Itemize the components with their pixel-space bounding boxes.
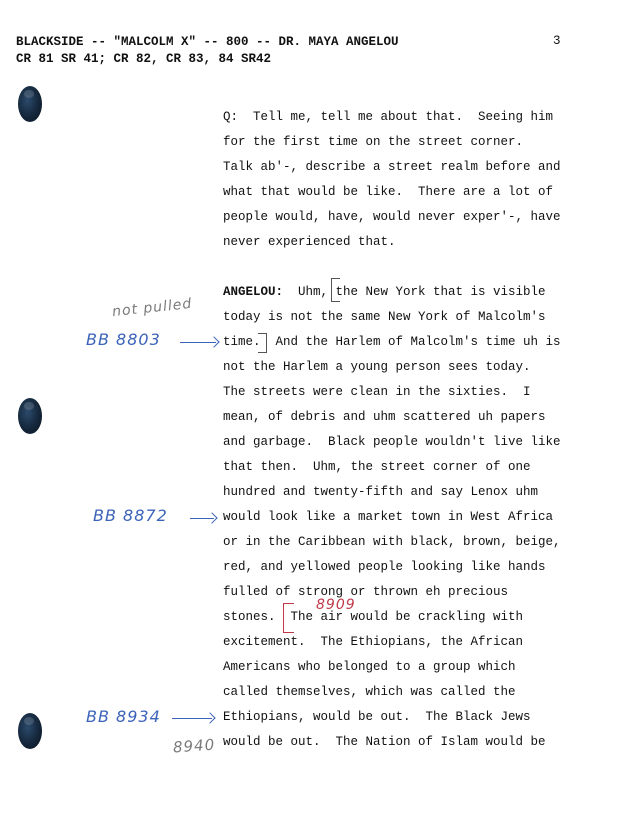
answer-line: not the Harlem a young person sees today. <box>223 360 531 374</box>
punch-hole-bottom <box>18 713 42 749</box>
answer-line: Americans who belonged to a group which <box>223 660 516 674</box>
punch-hole-top <box>18 86 42 122</box>
header-title: BLACKSIDE -- "MALCOLM X" -- 800 -- DR. MAYA ANGELOU <box>16 35 399 49</box>
answer-line: today is not the same New York of Malcolm's <box>223 310 546 324</box>
answer-line: Uhm, the New York that is visible <box>283 285 546 299</box>
question-line: Q: Tell me, tell me about that. Seeing him <box>223 110 554 124</box>
answer-line: The streets were clean in the sixties. I <box>223 385 531 399</box>
answer-line: stones. The air would be crackling with <box>223 610 524 624</box>
bracket-close-mark <box>258 333 267 353</box>
arrow-icon <box>190 518 214 519</box>
answer-line: mean, of debris and uhm scattered uh papers <box>223 410 546 424</box>
answer-line: excitement. The Ethiopians, the African <box>223 635 524 649</box>
arrow-icon <box>172 718 212 719</box>
page-number: 3 <box>553 34 561 48</box>
answer-line: would look like a market town in West Africa <box>223 510 554 524</box>
answer-line: called themselves, which was called the <box>223 685 516 699</box>
question-line: what that would be like. There are a lot of <box>223 185 554 199</box>
answer-line: time. And the Harlem of Malcolm's time uh is <box>223 335 561 349</box>
arrow-icon <box>180 342 216 343</box>
document-header <box>16 34 399 68</box>
speaker-label: ANGELOU: <box>223 285 284 299</box>
answer-line: red, and yellowed people looking like hands <box>223 560 546 574</box>
answer-line: fulled of strong or thrown eh precious <box>223 585 509 599</box>
answer-line: or in the Caribbean with black, brown, beige, <box>223 535 561 549</box>
bracket-open-mark <box>331 278 340 302</box>
answer-first-line <box>223 283 546 301</box>
answer-line: would be out. The Nation of Islam would be <box>223 735 546 749</box>
timecode-8940: 8940 <box>172 735 216 757</box>
bracket-red-mark <box>283 603 294 633</box>
timecode-8909: 8909 <box>316 597 356 613</box>
answer-line: hundred and twenty-fifth and say Lenox uhm <box>223 485 539 499</box>
question-line: never experienced that. <box>223 235 396 249</box>
note-not-pulled: not pulled <box>111 295 194 321</box>
answer-line: Ethiopians, would be out. The Black Jews <box>223 710 531 724</box>
header-reel-codes: CR 81 SR 41; CR 82, CR 83, 84 SR42 <box>16 52 272 66</box>
question-line: for the first time on the street corner. <box>223 135 524 149</box>
answer-line: and garbage. Black people wouldn't live like <box>223 435 561 449</box>
answer-line: that then. Uhm, the street corner of one <box>223 460 531 474</box>
timecode-bb-8803: BB 8803 <box>86 330 161 349</box>
punch-hole-middle <box>18 398 42 434</box>
question-line: Talk ab'-, describe a street realm before and <box>223 160 561 174</box>
timecode-bb-8872: BB 8872 <box>93 506 168 525</box>
question-line: people would, have, would never exper'-, have <box>223 210 561 224</box>
timecode-bb-8934: BB 8934 <box>86 707 161 726</box>
